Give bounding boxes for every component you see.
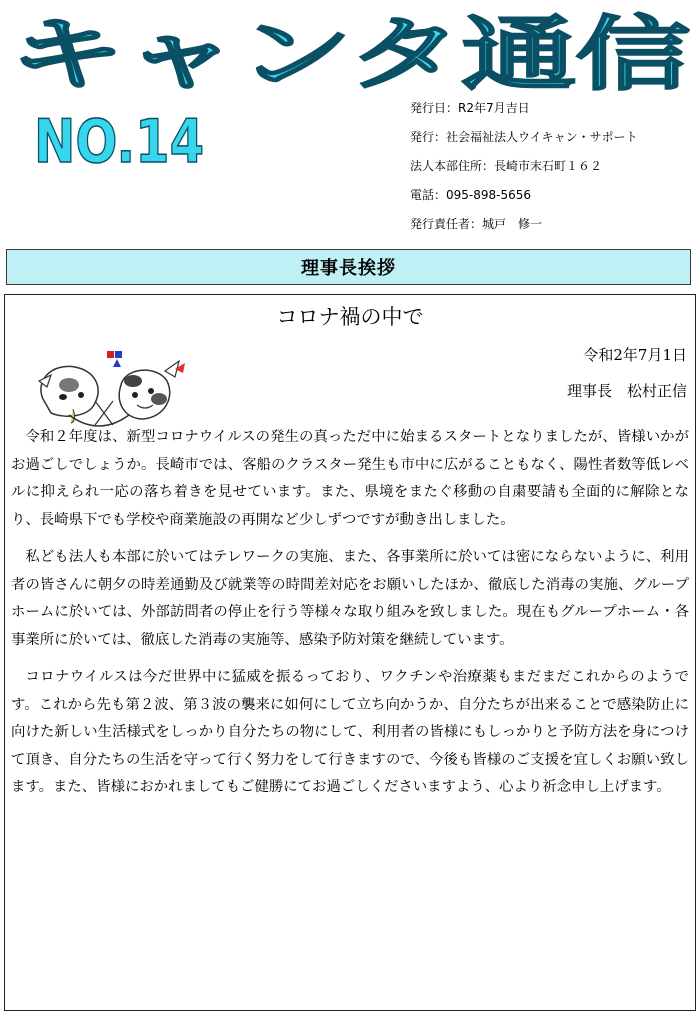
phone-number: 電話：095-898-5656 [410, 188, 532, 202]
publisher-name: 発行：社会福祉法人ウイキャン・サポート [410, 130, 638, 144]
paragraph: 令和２年度は、新型コロナウイルスの発生の真っただ中に始まるスタートとなりましたが、皆様いかがお過ごしでしょうか。長崎市では、客船のクラスター発生も市中に広がることもなく、陽性者数等低レベルに抑えられ一応の落ち着きを見せています。また、県境をまたぐ移動の自粛要請も全面的に解除となり、長崎県下でも学校や商業施設の再開など少しずつですが動き出しました。 [11, 429, 689, 528]
article-body [11, 424, 689, 812]
responsible-person: 発行責任者：城戸 修一 [410, 217, 543, 231]
publish-date: 発行日：R2年7月吉日 [410, 101, 530, 115]
mascot-illustration [29, 341, 199, 431]
article-author: 理事長 松村正信 [566, 382, 687, 400]
article-date: 令和2年7月1日 [583, 346, 687, 364]
publisher-info [410, 100, 695, 245]
section-title: 理事長挨拶 [301, 258, 396, 279]
paragraph: 私ども法人も本部に於いてはテレワークの実施、また、各事業所に於いては密にならないように、利用者の皆さんに朝夕の時差通勤及び就業等の時間差対応をお願いしたほか、徹底した消毒の実施、グループホームに於いては、外部訪問者の停止を行う等様々な取り組みを致しました。現在もグループホーム・各事業所に於いては、徹底した消毒の実施等、感染予防対策を継続しています。 [11, 549, 689, 648]
issue-number-text: NO.14 [34, 107, 204, 174]
issue-number [34, 104, 234, 174]
newsletter-title: キャンタ通信 [10, 8, 690, 92]
article-box [4, 294, 696, 1011]
paragraph: コロナウイルスは今だ世界中に猛威を振るっており、ワクチンや治療薬もまだまだこれからのようです。これから先も第２波、第３波の襲来に如何にして立ち向かうか、自分たちが出来ることで感染防止に向けた新しい生活様式をしっかり自分たちの物にして、利用者の皆様にもしっかりと予防方法を身につけて頂き、自分たちの生活を守って行く努力をして行きますので、今後も皆様のご支援を宜しくお願い致します。また、皆様におかれましてもご健勝にてお過ごしくださいますよう、心より祈念申し上げます。 [11, 669, 689, 795]
headquarters-address: 法人本部住所：長崎市末石町１６２ [410, 159, 603, 173]
section-header [6, 249, 691, 285]
masthead [0, 0, 699, 92]
article-title: コロナ禍の中で [276, 305, 424, 329]
